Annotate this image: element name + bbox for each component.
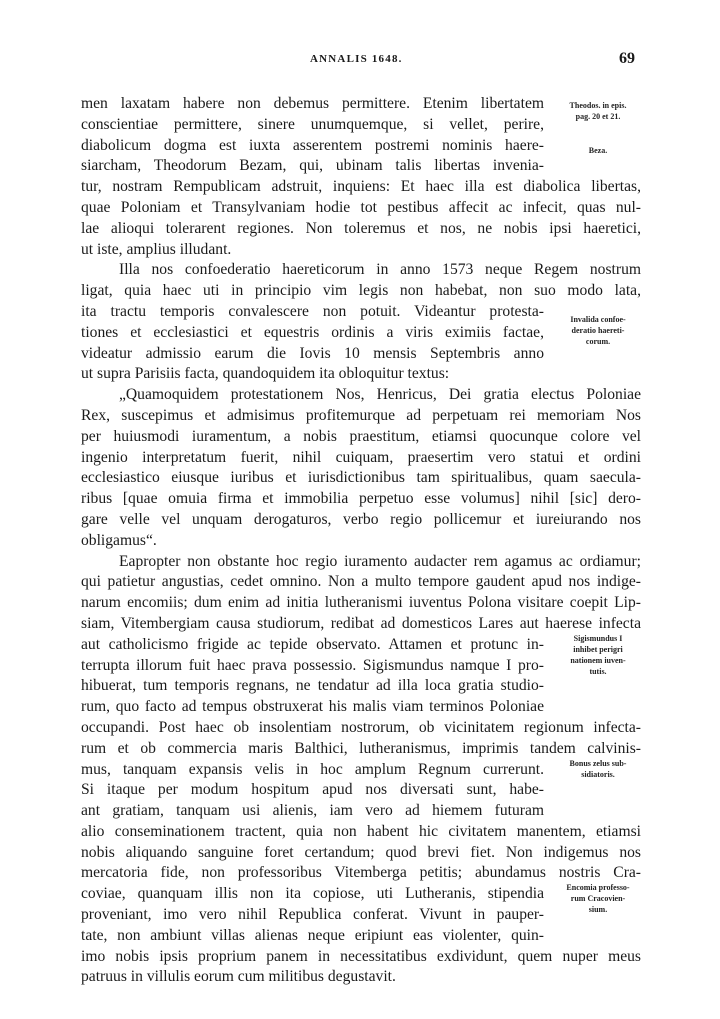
- margin-note: [553, 882, 643, 915]
- running-head: [0, 50, 720, 73]
- margin-note: [553, 633, 643, 677]
- margin-note-line: rum Cracovien-: [570, 894, 626, 903]
- text-line: diabolicum dogma est iuxta asserentem postremi nominis haere-: [81, 136, 544, 154]
- text-line: hibuerat, tum temporis regnans, ne tendatur ad illa loca gratia studio-: [81, 677, 544, 695]
- margin-note-line: sidiatoris.: [581, 770, 615, 779]
- text-line: men laxatam habere non debemus permittere. Etenim libertatem: [81, 95, 544, 112]
- text-line: coviae, quanquam illis non ita copiose, uti Lutheranis, stipendia: [81, 885, 544, 903]
- text-line: conscientiae permittere, sinere unumquemque, si vellet, perire,: [81, 115, 544, 133]
- text-line: ut supra Parisiis facta, quandoquidem ita obloquitur textus:: [81, 365, 450, 383]
- text-line: Rex, suscepimus et admisimus profitemurque ad perpetuam rei memoriam Nos: [81, 406, 641, 424]
- margin-note-line: Theodos. in epis.: [569, 101, 627, 110]
- text-line: terrupta illorum fuit haec prava possessio. Sigismundus namque I pro-: [81, 656, 544, 674]
- text-line: qui patietur angustias, cedet omnino. Non a multo tempore gaudent apud nos indige-: [81, 573, 641, 591]
- text-line: alio conseminationem tractent, quia non habent hic civitatem manentem, etiamsi: [81, 822, 641, 840]
- margin-note-line: nationem iuven-: [570, 656, 626, 665]
- margin-note-line: Beza.: [588, 146, 608, 155]
- text-line: ribus [quae omuia firma et immobilia perpetuo esse volumus] nihil [sic] dero-: [81, 490, 641, 508]
- text-line: proveniant, imo vero nihil Republica conferat. Vivunt in pauper-: [81, 906, 544, 924]
- body-text: [81, 94, 641, 988]
- margin-note: [553, 758, 643, 780]
- margin-note-line: corum.: [585, 337, 611, 346]
- text-line: Si itaque per modum hospitum apud nos diversati sunt, habe-: [81, 781, 544, 799]
- text-line: rum, quo facto ad tempus obstruxerat his malis viam terminos Poloniae: [81, 698, 544, 716]
- text-line: narum encomiis; dum enim ad initia lutheranismi iuventus Polona visitare coepit Lip-: [81, 594, 641, 612]
- text-line: rum et ob commercia maris Balthici, lutheranismus, imprimis tandem calvinis-: [81, 739, 641, 757]
- text-line: ant gratiam, tanquam usi alienis, iam vero ad hiemem futuram: [81, 802, 544, 820]
- text-line: gare velle vel unquam derogaturos, verbo regio pollicemur et iureiurando nos: [81, 510, 641, 528]
- margin-note-line: Bonus zelus sub-: [569, 759, 627, 768]
- margin-note-line: Invalida confoe-: [570, 315, 626, 324]
- text-line: quae Poloniam et Transylvaniam hodie tot pestibus affecit ac infecit, quas nul-: [81, 198, 641, 216]
- text-line: mus, tanquam expansis velis in hoc amplum Regnum currerunt.: [81, 760, 544, 778]
- text-line: occupandi. Post haec ob insolentiam nostrorum, ob vicinitatem regionum infecta-: [81, 718, 641, 736]
- margin-note-line: deratio haereti-: [571, 326, 625, 335]
- margin-note-line: sium.: [588, 905, 608, 914]
- text-line: ecclesiastico eiusque iuribus et iurisdictionibus tam spiritualibus, quam saecula-: [81, 469, 641, 487]
- text-line: siarcham, Theodorum Bezam, qui, ubinam talis libertas invenia-: [81, 157, 544, 175]
- margin-note-line: Sigismundus I: [573, 634, 623, 643]
- text-line: per huiusmodi iuramentum, a nobis praestitum, etiamsi quocunque colore vel: [81, 427, 641, 445]
- margin-note-line: inhibet perigri: [573, 645, 623, 654]
- text-line: aut catholicismo frigide ac tepide observato. Attamen et protunc in-: [81, 635, 544, 653]
- margin-note: [553, 314, 643, 347]
- margin-note-line: tutis.: [589, 667, 607, 676]
- text-line: tur, nostram Rempublicam adstruit, inquiens: Et haec illa est diabolica libertas,: [81, 178, 641, 196]
- margin-note-line: pag. 20 et 21.: [575, 112, 621, 121]
- text-line: siam, Vitembergiam causa studiorum, redibat ad domesticos Lares aut haerese infecta: [81, 614, 641, 632]
- text-line: tate, non ambiunt villas alienas neque eripiunt eas violenter, quin-: [81, 926, 544, 944]
- page-number: 69: [619, 50, 635, 67]
- text-line: Illa nos confoederatio haereticorum in anno 1573 neque Regem nostrum: [119, 261, 641, 279]
- text-line: videatur admissio earum die Iovis 10 mensis Septembris anno: [81, 344, 544, 362]
- text-line: ingenio interpretatum fuerit, nihil cuiquam, praesertim vero statui et ordini: [81, 448, 641, 466]
- text-line: obligamus“.: [81, 531, 157, 549]
- margin-note-line: Encomia professo-: [566, 883, 630, 892]
- text-line: lae alioqui tolerarent regiones. Non toleremus et nos, ne nobis ipsi haeretici,: [81, 219, 641, 237]
- text-line: ita tractu temporis convalescere non potuit. Videantur protesta-: [81, 302, 544, 320]
- text-line: ut iste, amplius illudant.: [81, 240, 232, 258]
- text-line: patruus in villulis eorum cum militibus degustavit.: [81, 968, 396, 986]
- running-title: ANNALIS 1648.: [310, 53, 403, 65]
- margin-note: [553, 100, 643, 122]
- text-line: imo nobis ipsis proprium panem in necessitatibus exdividunt, quem nuper meus: [81, 947, 641, 965]
- text-line: Eapropter non obstante hoc regio iuramento audacter rem agamus ac ordiamur;: [119, 552, 641, 570]
- text-line: mercatoria fide, non professoribus Vitemberga petitis; abundamus nostris Cra-: [81, 864, 641, 882]
- text-line: nobis aliquando sanguine foret certandum; quod brevi fiet. Non indigemus nos: [81, 843, 641, 861]
- margin-note: [553, 145, 643, 156]
- text-line: ligat, quia haec uti in principio vim legis non habebat, non suo modo lata,: [81, 282, 641, 300]
- text-line: tiones et ecclesiastici et equestris ordinis a viris eximiis factae,: [81, 323, 544, 341]
- text-line: „Quamoquidem protestationem Nos, Henricus, Dei gratia electus Poloniae: [119, 386, 641, 404]
